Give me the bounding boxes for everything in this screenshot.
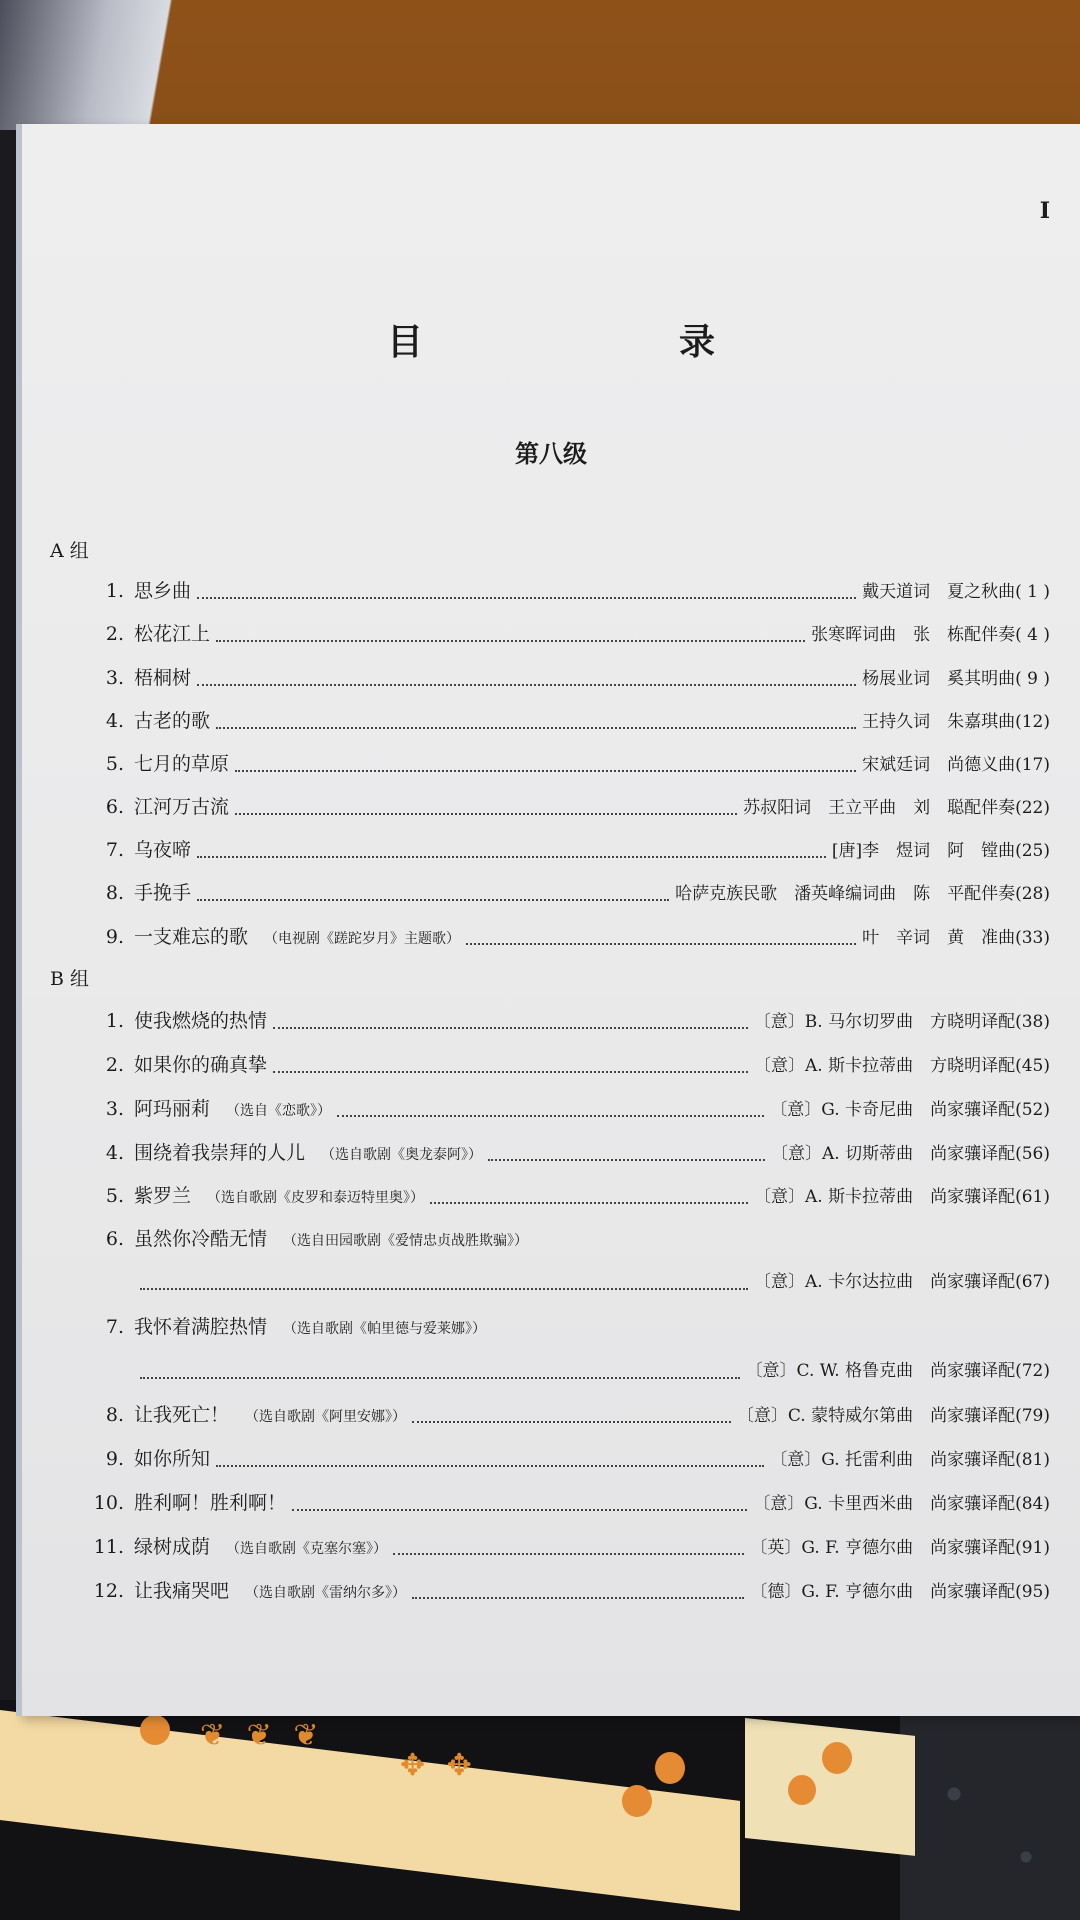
toc-entry[interactable]	[92, 749, 1050, 779]
dot-leader	[337, 1114, 764, 1117]
toc-entry[interactable]	[92, 1532, 1050, 1562]
entry-page: (38)	[1015, 1012, 1050, 1032]
entry-number: 1.	[105, 580, 124, 602]
dot-leader	[393, 1552, 744, 1555]
dot-leader	[273, 1026, 748, 1029]
entry-page: (22)	[1015, 798, 1050, 818]
toc-entry-credit-line[interactable]	[134, 1267, 1050, 1297]
toc-entry[interactable]	[92, 706, 1050, 736]
entry-note: （选自《恋歌》）	[226, 1103, 332, 1119]
entry-page: (56)	[1015, 1144, 1050, 1164]
entry-credit: 〔意〕C. W. 格鲁克曲 尚家骧译配	[745, 1361, 1016, 1381]
entry-page: (28)	[1015, 884, 1050, 904]
orange-dot-icon	[655, 1752, 685, 1784]
entry-number: 3.	[105, 667, 124, 689]
dot-leader	[216, 639, 805, 642]
entry-title: 让我死亡！	[134, 1404, 230, 1426]
entry-title: 紫罗兰	[134, 1185, 192, 1207]
entry-title: 让我痛哭吧	[134, 1580, 230, 1602]
entry-title: 江河万古流	[134, 796, 230, 818]
toc-entry-title-line[interactable]	[92, 1224, 1050, 1254]
dot-leader	[216, 1464, 764, 1467]
dot-leader	[197, 596, 856, 599]
toc-entry[interactable]	[92, 1181, 1050, 1211]
page-number: I	[1039, 198, 1050, 224]
entry-title: 阿玛丽莉	[134, 1098, 211, 1120]
entry-page: (45)	[1015, 1056, 1050, 1076]
entry-title: 围绕着我崇拜的人儿	[134, 1142, 306, 1164]
toc-entry[interactable]	[92, 878, 1050, 908]
entry-number: 4.	[105, 1142, 124, 1164]
entry-credit: 〔意〕G. 卡奇尼曲 尚家骧译配	[770, 1100, 1016, 1120]
orange-dot-icon	[140, 1715, 170, 1745]
entry-title: 古老的歌	[134, 710, 211, 732]
entry-page: (91)	[1015, 1538, 1050, 1558]
dot-leader	[197, 683, 856, 686]
entry-title: 使我燃烧的热情	[134, 1010, 268, 1032]
toc-entry[interactable]	[92, 835, 1050, 865]
stone-background	[900, 1710, 1080, 1920]
entry-number: 2.	[105, 1054, 124, 1076]
toc-entry[interactable]	[92, 1576, 1050, 1606]
toc-entry[interactable]	[92, 792, 1050, 822]
entry-number: 12.	[93, 1580, 124, 1602]
toc-entry[interactable]	[92, 1006, 1050, 1036]
entry-title: 松花江上	[134, 623, 211, 645]
entry-title: 乌夜啼	[134, 839, 192, 861]
entry-credit: 〔英〕G. F. 亨德尔曲 尚家骧译配	[750, 1538, 1016, 1558]
toc-entry-credit-line[interactable]	[134, 1356, 1050, 1386]
ornament-icon: ❦ ❦ ❦	[200, 1718, 325, 1753]
entry-credit: 〔意〕C. 蒙特威尔第曲 尚家骧译配	[736, 1406, 1016, 1426]
toc-entry[interactable]	[92, 1400, 1050, 1430]
entry-number: 10.	[93, 1492, 124, 1514]
entry-title: 手挽手	[134, 882, 192, 904]
entry-page: ( 9 )	[1015, 669, 1050, 689]
entry-title: 虽然你冷酷无情	[134, 1228, 268, 1250]
dot-leader	[140, 1287, 748, 1290]
entry-credit: 〔意〕A. 切斯蒂曲 尚家骧译配	[771, 1144, 1016, 1164]
toc-entry[interactable]	[92, 619, 1050, 649]
entry-page: (95)	[1015, 1582, 1050, 1602]
entry-page: (17)	[1015, 755, 1050, 775]
entry-page: (84)	[1015, 1494, 1050, 1514]
entry-page: (61)	[1015, 1187, 1050, 1207]
dot-leader	[412, 1596, 744, 1599]
entry-credit: 〔德〕G. F. 亨德尔曲 尚家骧译配	[750, 1582, 1016, 1602]
entry-number: 6.	[105, 796, 124, 818]
entry-note: （选自田园歌剧《爱情忠贞战胜欺骗》）	[283, 1233, 529, 1249]
entry-number: 8.	[105, 882, 124, 904]
entry-page: (12)	[1015, 712, 1050, 732]
dot-leader	[292, 1508, 747, 1511]
entry-title: 我怀着满腔热情	[134, 1316, 268, 1338]
entry-number: 6.	[105, 1228, 124, 1250]
entry-number: 8.	[105, 1404, 124, 1426]
entry-credit: 叶 辛词 黄 准曲	[862, 928, 1016, 948]
entry-number: 7.	[105, 1316, 124, 1338]
entry-page: (72)	[1015, 1361, 1050, 1381]
entry-number: 5.	[105, 753, 124, 775]
entry-title: 七月的草原	[134, 753, 230, 775]
group-label-b: B 组	[50, 968, 90, 990]
toc-entry[interactable]	[92, 576, 1050, 606]
entry-page: (33)	[1015, 928, 1050, 948]
orange-dot-icon	[822, 1742, 852, 1774]
dot-leader	[466, 942, 856, 945]
cloth-background	[0, 0, 220, 130]
entry-credit: 〔意〕A. 卡尔达拉曲 尚家骧译配	[754, 1272, 1016, 1292]
dot-leader	[140, 1376, 740, 1379]
page-title: 目 录	[386, 322, 825, 363]
entry-number: 3.	[105, 1098, 124, 1120]
entry-number: 7.	[105, 839, 124, 861]
dot-leader	[197, 898, 669, 901]
entry-page: (67)	[1015, 1272, 1050, 1292]
entry-title: 梧桐树	[134, 667, 192, 689]
dot-leader	[412, 1420, 731, 1423]
toc-entry[interactable]	[92, 1488, 1050, 1518]
orange-dot-icon	[622, 1785, 652, 1817]
entry-note: （选自歌剧《奥龙泰阿》）	[321, 1147, 483, 1163]
entry-note: （选自歌剧《皮罗和泰迈特里奥》）	[207, 1190, 425, 1206]
entry-page: (79)	[1015, 1406, 1050, 1426]
dot-leader	[235, 812, 737, 815]
entry-credit: 王持久词 朱嘉琪曲	[862, 712, 1016, 732]
entry-note: （选自歌剧《帕里德与爱莱娜》）	[283, 1321, 487, 1337]
dot-leader	[273, 1070, 748, 1073]
entry-title: 思乡曲	[134, 580, 192, 602]
entry-credit: 宋斌廷词 尚德义曲	[862, 755, 1016, 775]
entry-page: (52)	[1015, 1100, 1050, 1120]
entry-note: （电视剧《蹉跎岁月》主题歌）	[264, 931, 461, 947]
toc-entry[interactable]	[92, 1138, 1050, 1168]
entry-title: 胜利啊！胜利啊！	[134, 1492, 287, 1514]
entry-page: (81)	[1015, 1450, 1050, 1470]
entry-credit: 戴天道词 夏之秋曲	[862, 582, 1016, 602]
entry-credit: 〔意〕G. 卡里西米曲 尚家骧译配	[753, 1494, 1016, 1514]
entry-number: 1.	[105, 1010, 124, 1032]
entry-credit: 杨展业词 奚其明曲	[862, 669, 1016, 689]
group-label-a: A 组	[50, 540, 89, 562]
entry-page: ( 4 )	[1015, 625, 1050, 645]
dot-leader	[197, 855, 826, 858]
entry-title: 如果你的确真挚	[134, 1054, 268, 1076]
entry-credit: 苏叔阳词 王立平曲 刘 聪配伴奏	[743, 798, 1016, 818]
toc-entry[interactable]	[92, 1050, 1050, 1080]
entry-credit: 哈萨克族民歌 潘英峰编词曲 陈 平配伴奏	[675, 884, 1016, 904]
toc-entry[interactable]	[92, 1094, 1050, 1124]
entry-number: 11.	[93, 1536, 124, 1558]
entry-credit: [唐]李 煜词 阿 镗曲	[831, 841, 1016, 861]
toc-page	[22, 124, 1080, 1716]
toc-entry[interactable]	[92, 1444, 1050, 1474]
book-cover-strip-2	[745, 1718, 915, 1856]
orange-dot-icon	[788, 1775, 816, 1805]
entry-title: 绿树成荫	[134, 1536, 211, 1558]
dot-leader	[216, 726, 856, 729]
entry-credit: 〔意〕A. 斯卡拉蒂曲 方晓明译配	[754, 1056, 1016, 1076]
entry-number: 9.	[105, 926, 124, 948]
entry-number: 2.	[105, 623, 124, 645]
entry-title: 一支难忘的歌	[134, 926, 249, 948]
entry-number: 9.	[105, 1448, 124, 1470]
dot-leader	[488, 1158, 765, 1161]
toc-entry-title-line[interactable]	[92, 1312, 1050, 1342]
toc-entry[interactable]	[92, 663, 1050, 693]
entry-number: 4.	[105, 710, 124, 732]
entry-credit: 〔意〕G. 托雷利曲 尚家骧译配	[770, 1450, 1016, 1470]
entry-note: （选自歌剧《雷纳尔多》）	[245, 1585, 407, 1601]
entry-note: （选自歌剧《阿里安娜》）	[245, 1409, 407, 1425]
ornament-icon: ✥ ✥	[400, 1748, 478, 1783]
toc-entry[interactable]	[92, 922, 1050, 952]
entry-note: （选自歌剧《克塞尔塞》）	[226, 1541, 388, 1557]
entry-title: 如你所知	[134, 1448, 211, 1470]
entry-credit: 张寒晖词曲 张 栋配伴奏	[811, 625, 1016, 645]
dot-leader	[430, 1201, 748, 1204]
entry-page: ( 1 )	[1015, 582, 1050, 602]
entry-credit: 〔意〕B. 马尔切罗曲 方晓明译配	[753, 1012, 1016, 1032]
entry-credit: 〔意〕A. 斯卡拉蒂曲 尚家骧译配	[754, 1187, 1016, 1207]
dot-leader	[235, 769, 856, 772]
entry-page: (25)	[1015, 841, 1050, 861]
entry-number: 5.	[105, 1185, 124, 1207]
level-heading: 第八级	[515, 439, 587, 468]
